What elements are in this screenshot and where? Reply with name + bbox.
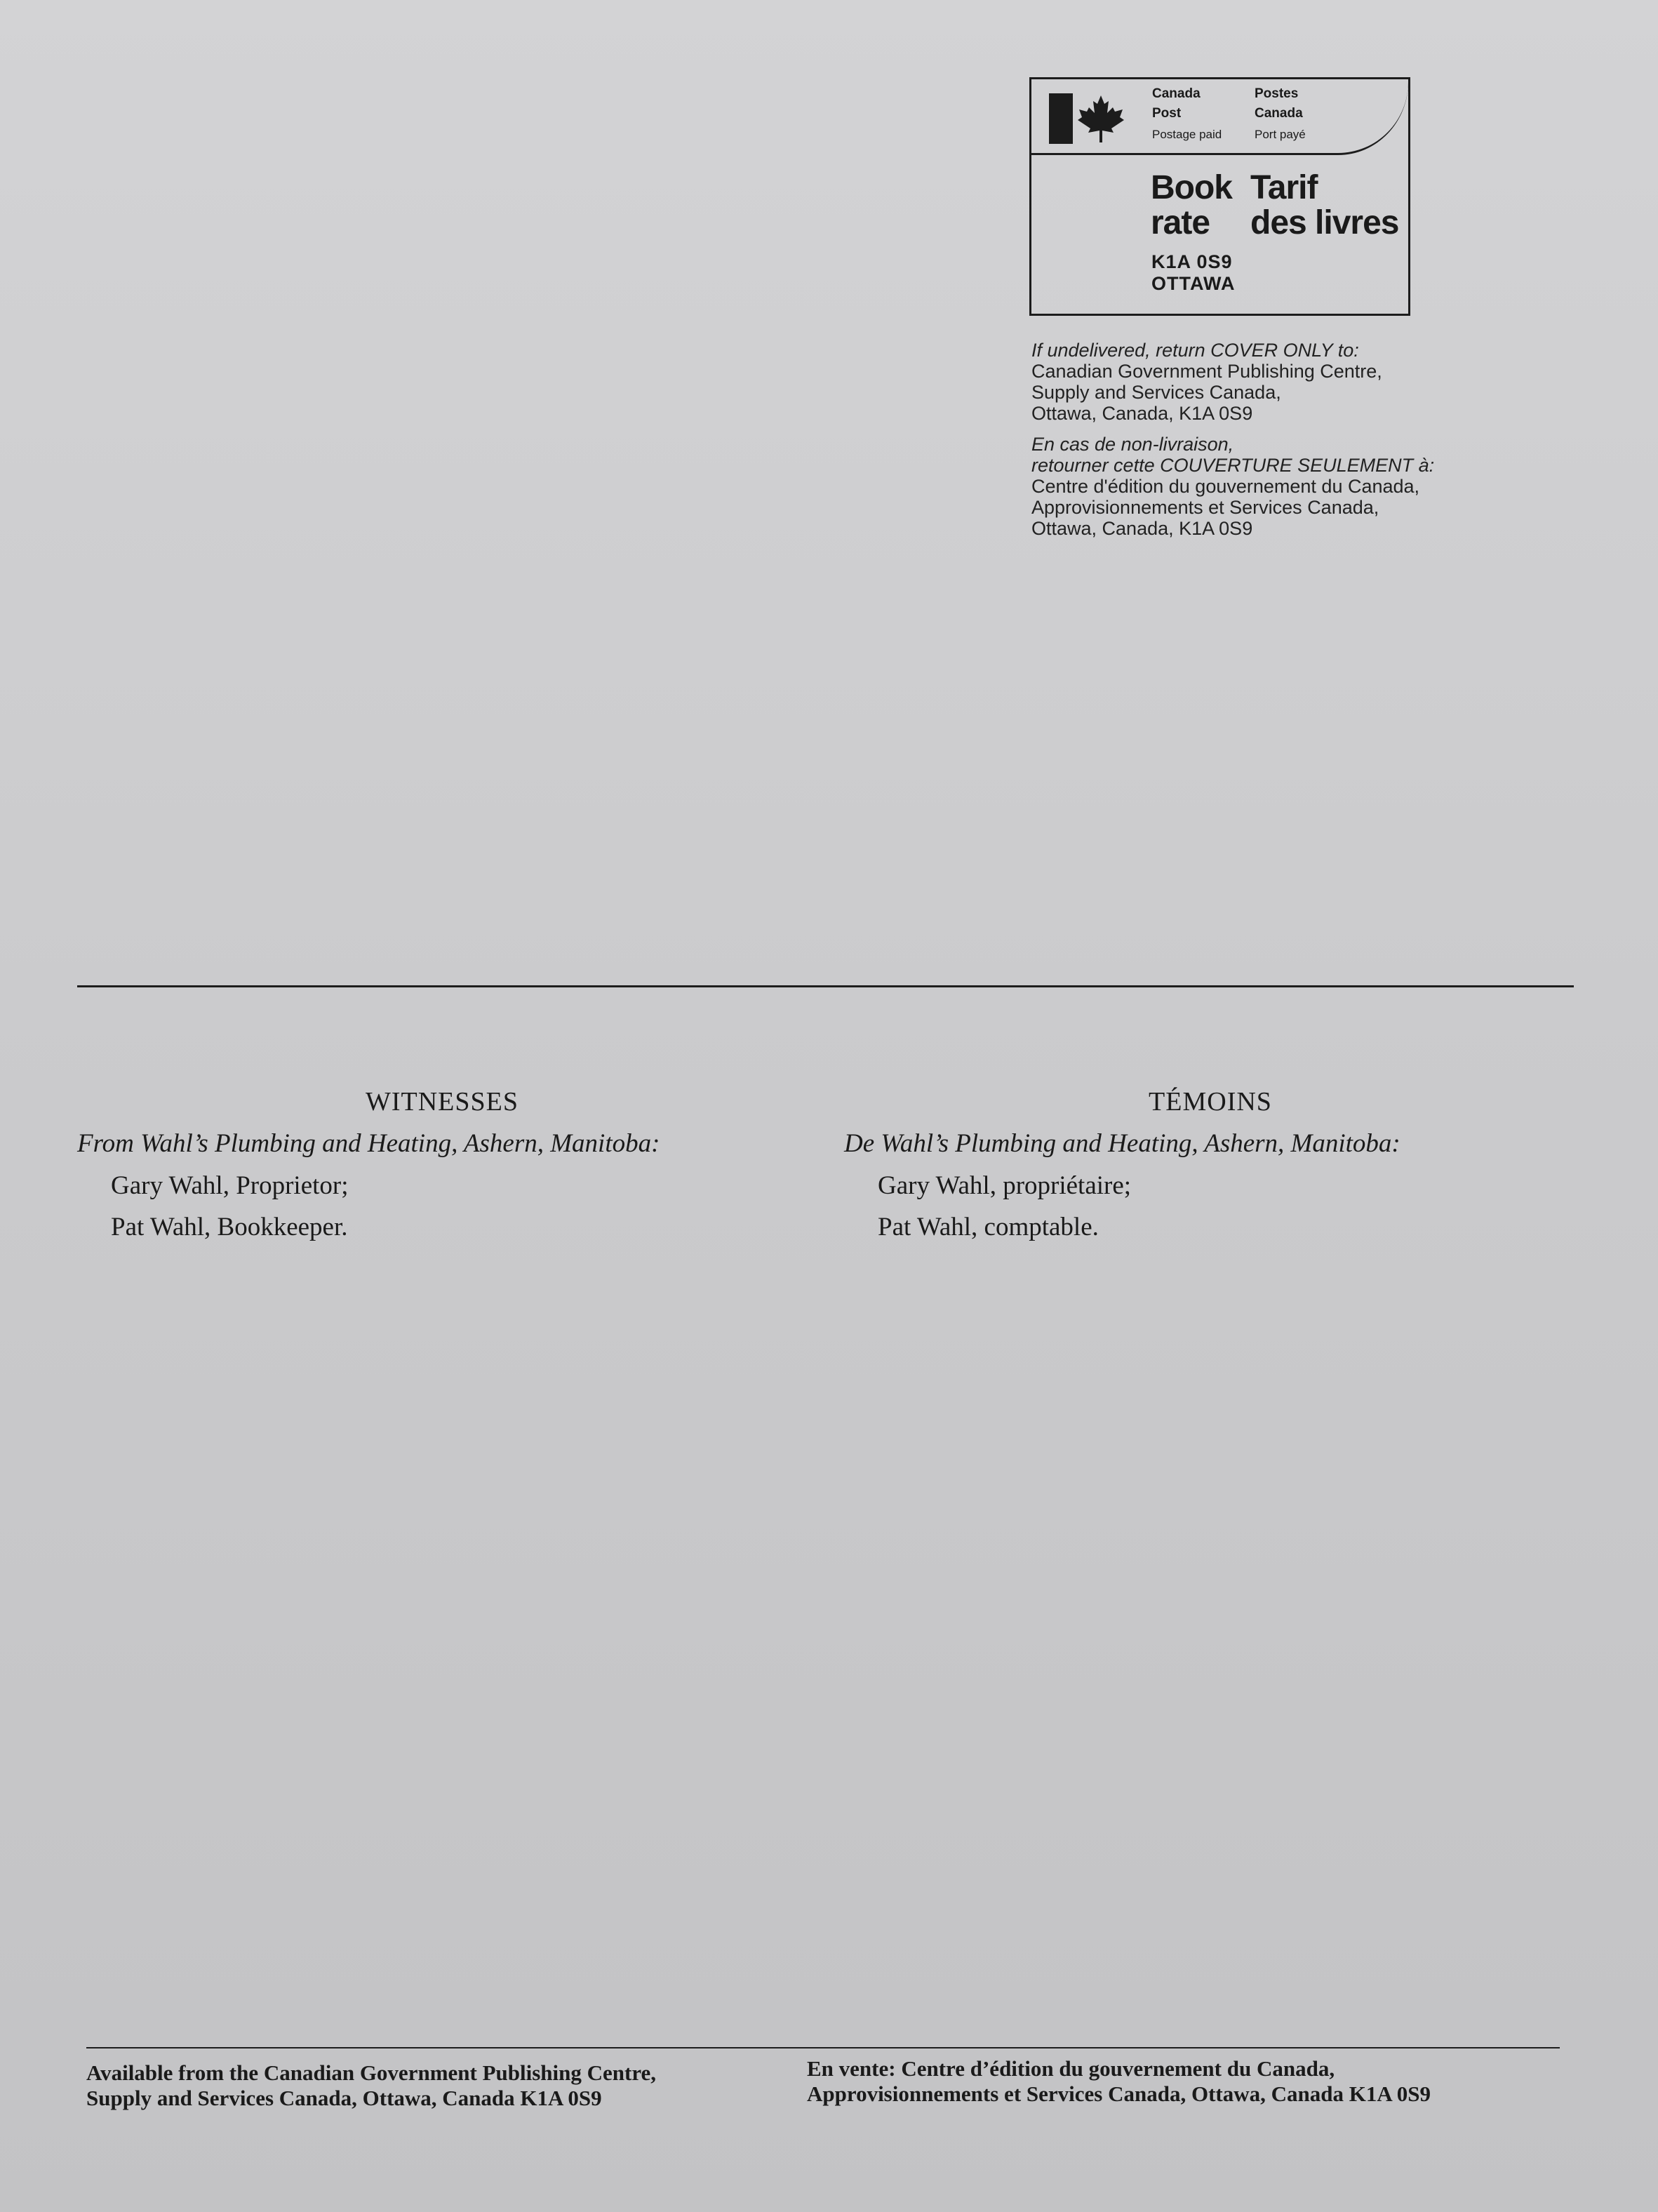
return-line: Supply and Services Canada, [1031, 382, 1281, 403]
city: OTTAWA [1151, 273, 1236, 294]
postes-label: Postes [1255, 86, 1299, 101]
tarif-label: Tarif [1250, 169, 1318, 206]
post-label: Post [1152, 106, 1182, 121]
rate-label: rate [1151, 204, 1210, 241]
temoin-name: Gary Wahl, propriétaire; [878, 1171, 1132, 1200]
maple-leaf-icon [1076, 93, 1125, 144]
return-address [1031, 340, 1523, 539]
footer-fr-line: En vente: Centre d’édition du gouvernement du Canada, [807, 2056, 1335, 2081]
temoins-from: De Wahl’s Plumbing and Heating, Ashern, Manitoba: [844, 1129, 1400, 1158]
footer-en-line: Available from the Canadian Government Publishing Centre, [86, 2060, 657, 2085]
return-line-fr: Centre d'édition du gouvernement du Canada, [1031, 476, 1420, 497]
canada-fr-label: Canada [1255, 106, 1303, 121]
canada-label: Canada [1152, 86, 1201, 101]
witness-name: Gary Wahl, Proprietor; [111, 1171, 349, 1200]
return-intro-fr-1: En cas de non-livraison, [1031, 434, 1234, 455]
witnesses-from: From Wahl’s Plumbing and Heating, Ashern, Manitoba: [77, 1129, 660, 1158]
postage-indicia [1029, 77, 1410, 316]
footer-fr-line: Approvisionnements et Services Canada, Ottawa, Canada K1A 0S9 [807, 2081, 1431, 2106]
section-divider [77, 985, 1574, 987]
footer-en [86, 2060, 656, 2111]
return-line-fr: Approvisionnements et Services Canada, [1031, 497, 1379, 518]
return-line: Ottawa, Canada, K1A 0S9 [1031, 403, 1253, 424]
temoins-title: TÉMOINS [1149, 1087, 1272, 1117]
book-label: Book [1151, 169, 1232, 206]
flag-bar-icon [1049, 93, 1073, 144]
port-paye-label: Port payé [1255, 128, 1306, 141]
indicia-postal [1151, 251, 1235, 295]
indicia-header [1031, 79, 1408, 155]
postal-code: K1A 0S9 [1151, 251, 1233, 272]
return-line-fr: Ottawa, Canada, K1A 0S9 [1031, 518, 1253, 539]
return-intro-en: If undelivered, return COVER ONLY to: [1031, 340, 1359, 361]
return-intro-fr-2: retourner cette COUVERTURE SEULEMENT à: [1031, 455, 1435, 476]
des-livres-label: des livres [1250, 204, 1399, 241]
temoin-name: Pat Wahl, comptable. [878, 1213, 1099, 1241]
witness-name: Pat Wahl, Bookkeeper. [111, 1213, 348, 1241]
footer-fr [807, 2056, 1431, 2107]
return-line: Canadian Government Publishing Centre, [1031, 361, 1382, 382]
witnesses-title: WITNESSES [366, 1087, 519, 1117]
footer-en-line: Supply and Services Canada, Ottawa, Canada K1A 0S9 [86, 2086, 602, 2110]
footer-rule [86, 2047, 1560, 2048]
postage-paid-label: Postage paid [1152, 128, 1222, 141]
